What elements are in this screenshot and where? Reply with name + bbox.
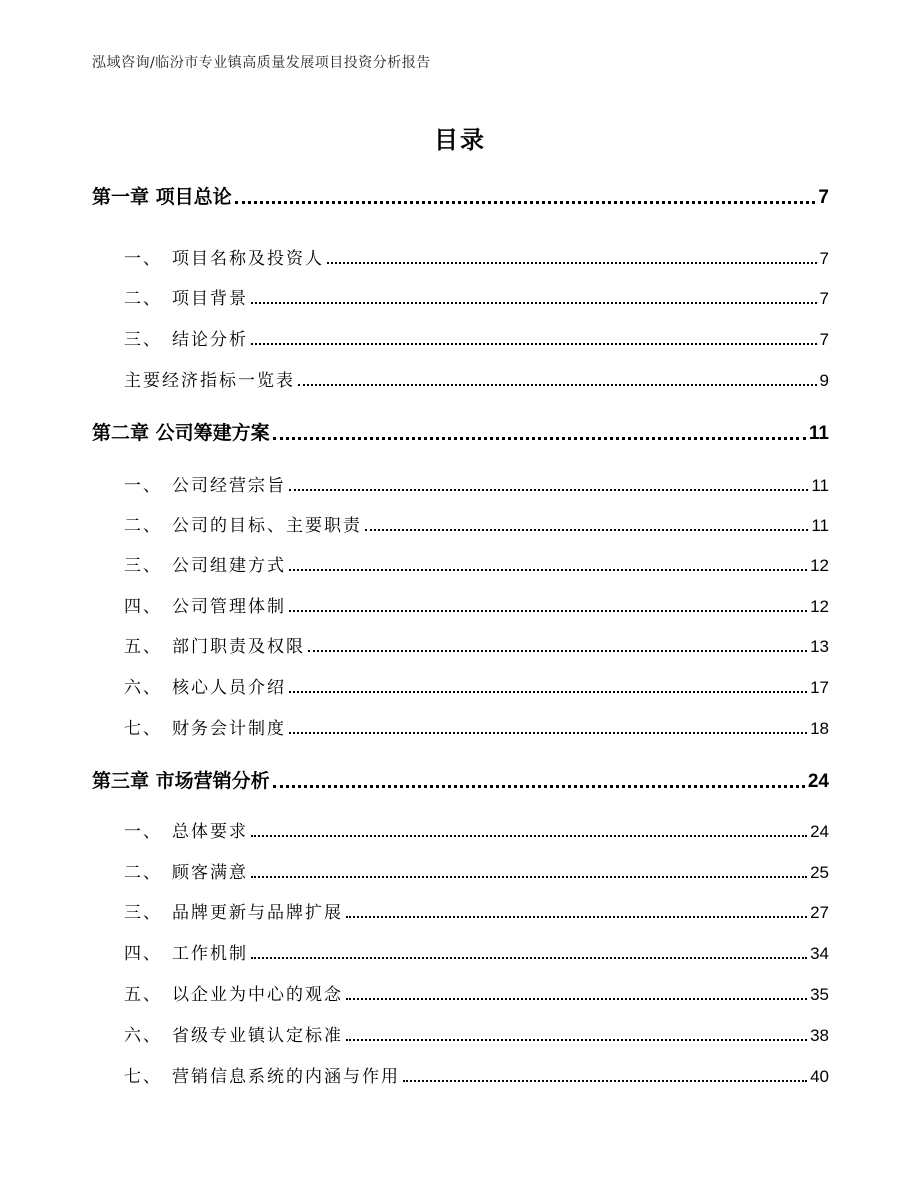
dot-leader: [251, 301, 817, 304]
toc-title: 目录: [434, 126, 486, 154]
toc-entry-label: [92, 766, 270, 793]
toc-section-entry[interactable]: [92, 898, 829, 923]
dot-leader: [273, 784, 805, 788]
toc-section-entry[interactable]: [92, 1062, 829, 1087]
dot-leader: [289, 568, 807, 571]
toc-entry-number: 七、: [124, 1067, 162, 1087]
toc-page-number: 34: [810, 944, 829, 963]
toc-section-entry[interactable]: [92, 980, 829, 1005]
toc-page-number: 7: [819, 289, 829, 308]
toc-entry-label: [92, 1062, 400, 1087]
dot-leader: [251, 342, 817, 345]
toc-section-entry[interactable]: [92, 366, 829, 391]
toc-chapter-entry[interactable]: [92, 418, 829, 445]
dot-leader: [251, 875, 807, 878]
toc-entry-text: 部门职责及权限: [172, 637, 305, 657]
toc-entry-label: [92, 673, 286, 698]
dot-leader: [327, 261, 817, 264]
toc-entry-text: 核心人员介绍: [172, 678, 286, 698]
toc-entry-number: 五、: [124, 985, 162, 1005]
toc-entry-text: 总体要求: [172, 822, 248, 842]
toc-page-number: 11: [811, 476, 829, 495]
toc-entry-text: 第三章 市场营销分析: [92, 770, 270, 792]
toc-entry-text: 公司经营宗旨: [172, 476, 286, 496]
toc-page-number: 9: [819, 371, 829, 390]
toc-entry-text: 项目背景: [172, 289, 248, 309]
toc-entry-label: [92, 471, 286, 496]
dot-leader: [251, 956, 807, 959]
toc-section-entry[interactable]: [92, 471, 829, 496]
dot-leader: [346, 997, 807, 1000]
dot-leader: [289, 488, 808, 491]
toc-entry-number: 六、: [124, 1026, 162, 1046]
toc-section-entry[interactable]: [92, 858, 829, 883]
toc-entry-number: 一、: [124, 476, 162, 496]
toc-entry-label: [92, 244, 324, 269]
toc-entry-number: 二、: [124, 289, 162, 309]
toc-entry-label: [92, 366, 295, 391]
toc-page-number: 7: [819, 249, 829, 268]
toc-entry-text: 以企业为中心的观念: [172, 985, 343, 1005]
dot-leader: [251, 834, 807, 837]
toc-page-number: 7: [818, 187, 829, 208]
toc-page-number: 11: [811, 516, 829, 535]
toc-entry-number: 三、: [124, 903, 162, 923]
toc-section-entry[interactable]: [92, 284, 829, 309]
toc-entry-label: [92, 980, 343, 1005]
toc-entry-text: 第一章 项目总论: [92, 186, 232, 208]
toc-entry-label: [92, 939, 248, 964]
toc-entry-label: [92, 898, 343, 923]
toc-section-entry[interactable]: [92, 714, 829, 739]
toc-entry-text: 公司的目标、主要职责: [172, 516, 362, 536]
toc-entry-number: 一、: [124, 249, 162, 269]
toc-entry-label: [92, 817, 248, 842]
toc-section-entry[interactable]: [92, 673, 829, 698]
toc-entry-label: [92, 551, 286, 576]
toc-entry-text: 结论分析: [172, 330, 248, 350]
toc-chapter-entry[interactable]: [92, 182, 829, 209]
toc-entry-label: [92, 858, 248, 883]
toc-entry-number: 五、: [124, 637, 162, 657]
toc-entry-number: 三、: [124, 330, 162, 350]
toc-page-number: 25: [810, 863, 829, 882]
toc-section-entry[interactable]: [92, 939, 829, 964]
dot-leader: [308, 649, 807, 652]
toc-entry-text: 公司管理体制: [172, 597, 286, 617]
toc-entry-text: 顾客满意: [172, 863, 248, 883]
toc-page-number: 12: [810, 556, 829, 575]
toc-entry-number: 一、: [124, 822, 162, 842]
toc-entry-label: [92, 284, 248, 309]
toc-entry-text: 项目名称及投资人: [172, 249, 324, 269]
toc-entry-number: 六、: [124, 678, 162, 698]
toc-page-number: 12: [810, 597, 829, 616]
toc-entry-text: 品牌更新与品牌扩展: [172, 903, 343, 923]
header-rule: [92, 78, 828, 79]
toc-page-number: 35: [810, 985, 829, 1004]
toc-entry-number: 二、: [124, 516, 162, 536]
toc-section-entry[interactable]: [92, 817, 829, 842]
running-header: 泓域咨询/临汾市专业镇高质量发展项目投资分析报告: [92, 55, 431, 71]
toc-section-entry[interactable]: [92, 511, 829, 536]
dot-leader: [273, 436, 806, 440]
toc-page-number: 13: [810, 637, 829, 656]
toc-section-entry[interactable]: [92, 592, 829, 617]
dot-leader: [289, 609, 807, 612]
toc-entry-number: 二、: [124, 863, 162, 883]
toc-entry-label: [92, 325, 248, 350]
toc-section-entry[interactable]: [92, 632, 829, 657]
toc-page-number: 40: [810, 1067, 829, 1086]
toc-entry-text: 财务会计制度: [172, 719, 286, 739]
toc-section-entry[interactable]: [92, 244, 829, 269]
toc-page-number: 7: [819, 330, 829, 349]
toc-section-entry[interactable]: [92, 551, 829, 576]
toc-page-number: 17: [810, 678, 829, 697]
toc-entry-number: 四、: [124, 597, 162, 617]
toc-entry-label: [92, 1021, 343, 1046]
toc-entry-number: 四、: [124, 944, 162, 964]
toc-page-number: 24: [810, 822, 829, 841]
dot-leader: [346, 1038, 807, 1041]
toc-entry-label: [92, 592, 286, 617]
toc-entry-number: 三、: [124, 556, 162, 576]
toc-entry-text: 工作机制: [172, 944, 248, 964]
toc-entry-label: [92, 418, 270, 445]
dot-leader: [235, 200, 816, 204]
dot-leader: [346, 915, 807, 918]
toc-entry-text: 营销信息系统的内涵与作用: [172, 1067, 400, 1087]
toc-section-entry[interactable]: [92, 1021, 829, 1046]
toc-section-entry[interactable]: [92, 325, 829, 350]
toc-entry-text: 第二章 公司筹建方案: [92, 422, 270, 444]
dot-leader: [289, 731, 807, 734]
toc-chapter-entry[interactable]: [92, 766, 829, 793]
toc-entry-text: 主要经济指标一览表: [124, 371, 295, 391]
toc-entry-label: [92, 182, 232, 209]
toc-page-number: 11: [808, 423, 829, 444]
toc-entry-label: [92, 714, 286, 739]
dot-leader: [289, 690, 807, 693]
toc-page-number: 18: [810, 719, 829, 738]
dot-leader: [298, 383, 817, 386]
toc-page-number: 27: [810, 903, 829, 922]
toc-entry-number: 七、: [124, 719, 162, 739]
toc-entry-text: 公司组建方式: [172, 556, 286, 576]
dot-leader: [365, 528, 808, 531]
toc-page-number: 24: [807, 771, 829, 792]
toc-entry-label: [92, 511, 362, 536]
toc-entry-label: [92, 632, 305, 657]
toc-entry-text: 省级专业镇认定标准: [172, 1026, 343, 1046]
toc-page-number: 38: [810, 1026, 829, 1045]
dot-leader: [403, 1079, 807, 1082]
